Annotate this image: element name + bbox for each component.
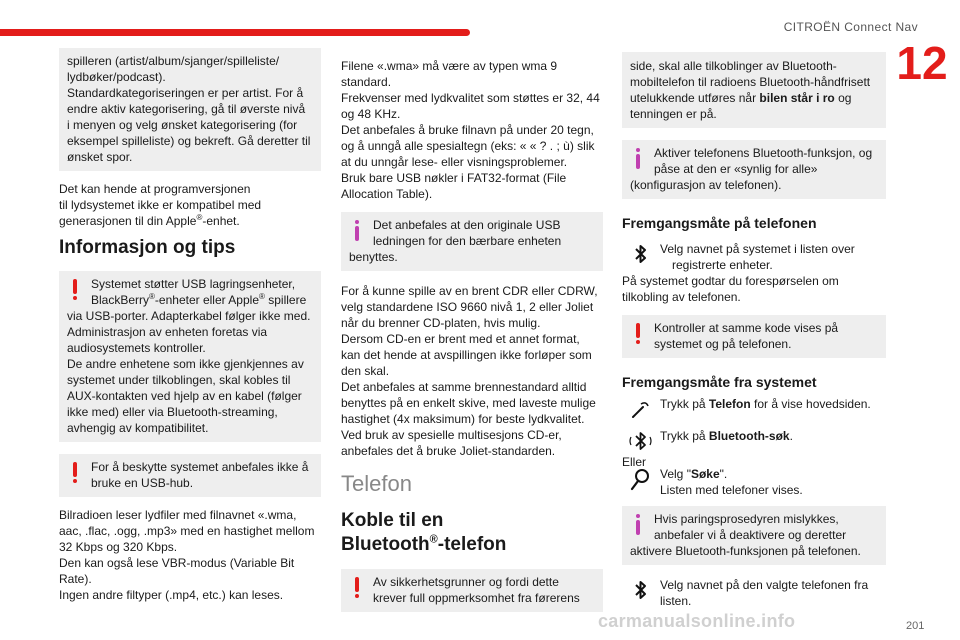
text-line: påse at den er «synlig for alle» [654, 162, 818, 176]
text-line: 32 Kbps og 320 Kbps. [59, 540, 178, 554]
text-line: Bruk bare USB nøkler i FAT32-format (File [341, 171, 567, 185]
file-format-paragraph [59, 507, 321, 603]
text-line: side, skal alle tilkoblinger av Bluetooth- [630, 59, 837, 73]
text-line: Systemet støtter USB lagringsenheter, [91, 277, 296, 291]
text-line: Filene «.wma» må være av typen wma 9 [341, 59, 558, 73]
text-fragment: BlackBerry [91, 293, 150, 307]
text-line: Av sikkerhetsgrunner og fordi dette [373, 575, 559, 589]
heading-connect-bluetooth [341, 509, 603, 557]
warning-box-continued [622, 52, 886, 128]
column-2 [341, 58, 603, 622]
text-line: (konfigurasjon av telefonen). [630, 178, 782, 192]
text-line: standard. [341, 75, 392, 89]
warning-exclamation-icon [68, 279, 82, 301]
text-line: aktivere Bluetooth-funksjonen på telefonen. [630, 544, 861, 558]
step-select-phone [622, 577, 886, 609]
text-line: For å beskytte systemet anbefales ikke å [91, 460, 309, 474]
step-search [622, 466, 886, 498]
text-line: at du unngår lese- eller visningsproblemer. [341, 155, 568, 169]
warning-box-usb-hub [59, 454, 321, 497]
finger-tap-icon [628, 396, 654, 422]
text-line: Ved bruk av spesielle multisesjons CD-er, [341, 428, 562, 442]
text-line: ledningen for den bærbare enheten [373, 234, 562, 248]
text-fragment: generasjonen til din Apple [59, 214, 197, 228]
text-line: Kontroller at samme kode vises på [654, 321, 839, 335]
text-line: Velg navnet på den valgte telefonen fra [660, 578, 869, 592]
text-line: Det anbefales å bruke filnavn på under 20 tegn, [341, 123, 594, 137]
info-box-pairing-fails [622, 506, 886, 565]
text-line: Allocation Table). [341, 187, 433, 201]
watermark: carmanualsonline.info [598, 611, 796, 631]
text-line: aac, .flac, .ogg, .mp3» med en hastighet mellom [59, 524, 315, 538]
text-line [660, 428, 886, 444]
text-line [67, 292, 313, 308]
compatibility-paragraph [59, 181, 321, 229]
text-line: via USB-porter. Adapterkabel følger ikke med. [67, 309, 311, 323]
text-fragment: utelukkende utføres når [630, 91, 760, 105]
heading-phone-procedure: Fremgangsmåte på telefonen [622, 215, 817, 231]
text-line: benyttes på en enkelt skive, med laveste mulige [341, 396, 596, 410]
text-fragment: og [834, 91, 852, 105]
warning-box-code [622, 315, 886, 358]
text-line [59, 213, 321, 229]
text-line [660, 466, 886, 482]
text-line: endre aktiv kategorisering, gå til øverste nivå [67, 102, 306, 116]
heading-line: Koble til en [341, 510, 444, 531]
text-line [660, 396, 886, 412]
text-line [630, 90, 878, 106]
text-line: kan det hende at avspillingen ikke forløper som [341, 348, 592, 362]
text-line: AUX-kontakten ved hjelp av en kabel (følger [67, 389, 302, 403]
step-select-system [622, 241, 886, 273]
column-3 [622, 52, 886, 615]
text-line: systemet under tilkoblingen, skal kobles til [67, 373, 291, 387]
text-line: Listen med telefoner vises. [660, 483, 803, 497]
bold-fragment: Telefon [708, 397, 751, 411]
text-line: Den kan også lese VBR-modus (Variable Bit [59, 556, 295, 570]
text-line: Aktiver telefonens Bluetooth-funksjon, og [654, 146, 873, 160]
page-number: 201 [906, 620, 925, 632]
text-line: tilkobling av telefonen. [622, 290, 741, 304]
text-fragment: Trykk på [660, 429, 709, 443]
registered-mark: ® [429, 533, 438, 546]
text-fragment: -enhet. [202, 214, 240, 228]
text-line: Frekvenser med lydkvalitet som støttes er 32, 44 [341, 91, 600, 105]
bold-fragment: Bluetooth-søk [708, 429, 790, 443]
text-line: benyttes. [349, 250, 398, 264]
accept-paragraph [622, 273, 886, 305]
info-icon [631, 514, 645, 536]
info-icon [631, 148, 645, 170]
text-line: når du brenner CD-platen, hvis mulig. [341, 316, 541, 330]
registered-mark: ® [259, 292, 265, 301]
info-box-activate-bluetooth [622, 140, 886, 199]
text-line: Det kan hende at programversjonen [59, 182, 251, 196]
section-heading-info-tips: Informasjon og tips [59, 237, 236, 258]
text-line: systemet og på telefonen. [654, 337, 792, 351]
text-line: mobiltelefon til radioens Bluetooth-håndfrisett [630, 75, 871, 89]
heading-line: Bluetooth [341, 534, 430, 555]
text-line: Det anbefales at samme brennestandard alltid [341, 380, 587, 394]
text-line: bruke en USB-hub. [91, 476, 194, 490]
text-line: velg standardene ISO 9660 nivå 1, 2 eller Joliet [341, 300, 594, 314]
text-line: På systemet godtar du forespørselen om [622, 274, 839, 288]
warning-exclamation-icon [68, 462, 82, 484]
text-line: registrerte enheter. [672, 258, 773, 272]
search-tap-icon [628, 466, 654, 492]
warning-box-safety [341, 569, 603, 612]
text-line: Det anbefales at den originale USB [373, 218, 561, 232]
heading-system-procedure: Fremgangsmåte fra systemet [622, 374, 817, 390]
text-line: De andre enhetene som ikke gjenkjennes av [67, 357, 304, 371]
text-line: anbefaler vi å deaktivere og deretter [654, 528, 847, 542]
text-fragment: Velg " [660, 467, 691, 481]
cd-paragraph [341, 283, 603, 459]
text-fragment: spillere [264, 293, 307, 307]
text-line: ikke med) eller via Bluetooth-streaming, [67, 405, 278, 419]
text-line: Hvis paringsprosedyren mislykkes, [654, 512, 839, 526]
text-fragment: ". [719, 467, 728, 481]
text-line: avhengig av kompatibilitet. [67, 421, 209, 435]
text-line: listen. [660, 594, 692, 608]
text-line: Dersom CD-en er brent med et annet format, [341, 332, 580, 346]
text-line: og 48 KHz. [341, 107, 401, 121]
chapter-number: 12 [896, 37, 948, 89]
text-line: Ingen andre filtyper (.mp4, etc.) kan leses. [59, 588, 284, 602]
header-title: CITROËN Connect Nav [783, 20, 918, 34]
text-line: Bilradioen leser lydfiler med filnavnet «.wma, [59, 508, 297, 522]
wma-paragraph [341, 58, 603, 202]
warning-box-usb-support [59, 271, 321, 442]
step-bluetooth-search [622, 428, 886, 454]
text-line: tenningen er på. [630, 107, 717, 121]
heading-line: -telefon [437, 534, 507, 555]
text-fragment: -enheter eller Apple [154, 293, 259, 307]
text-line: lydbøker/podcast). [67, 70, 166, 84]
text-line: til lydsystemet ikke er kompatibel med [59, 198, 262, 212]
note-box-continued [59, 48, 321, 171]
text-line: den skal. [341, 364, 390, 378]
step-press-telefon [622, 396, 886, 424]
text-fragment: . [789, 429, 793, 443]
text-line: anbefales det å bruke Joliet-standarden. [341, 444, 556, 458]
text-line: Velg navnet på systemet i listen over [660, 242, 855, 256]
text-fragment: Trykk på [660, 397, 709, 411]
text-line: Rate). [59, 572, 92, 586]
bluetooth-icon [628, 577, 654, 603]
bluetooth-icon [628, 241, 654, 267]
bold-fragment: Søke [690, 467, 720, 481]
section-title-telefon: Telefon [341, 471, 412, 496]
column-1 [59, 48, 321, 611]
registered-mark: ® [196, 213, 203, 222]
registered-mark: ® [149, 292, 155, 301]
text-line: For å kunne spille av en brent CDR eller CDRW, [341, 284, 598, 298]
text-line: og å unngå alle spesialtegn (eks: « « ? . ; ù) slik [341, 139, 595, 153]
or-label: Eller [622, 455, 647, 469]
text-line: spilleren (artist/album/sjanger/spilleliste/ [67, 54, 280, 68]
bluetooth-tap-icon [628, 428, 654, 454]
text-fragment: for å vise hovedsiden. [750, 397, 871, 411]
warning-exclamation-icon [631, 323, 645, 345]
text-line: i menyen og velg ønsket kategorisering (for [67, 118, 298, 132]
text-line: audiosystemets kontroller. [67, 341, 206, 355]
warning-exclamation-icon [350, 577, 364, 599]
info-box-usb-cable [341, 212, 603, 271]
text-line: Standardkategoriseringen er per artist. For å [67, 86, 304, 100]
text-line: hastighet (4x maksimum) for beste lydkvalitet. [341, 412, 585, 426]
info-icon [350, 220, 364, 242]
text-line: krever full oppmerksomhet fra førerens [373, 591, 580, 605]
text-line: Administrasjon av enheten foretas via [67, 325, 268, 339]
header-accent-bar [0, 29, 470, 36]
text-line: eksempel spilleliste) og bekreft. Gå deretter til [67, 134, 311, 148]
text-line: ønsket spor. [67, 150, 133, 164]
bold-fragment: bilen står i ro [759, 91, 835, 105]
